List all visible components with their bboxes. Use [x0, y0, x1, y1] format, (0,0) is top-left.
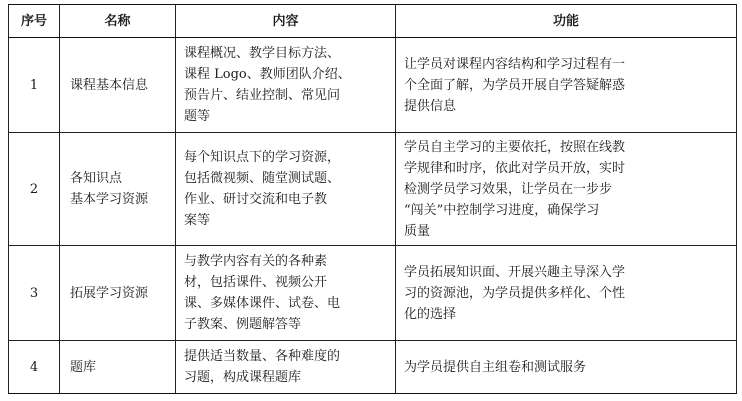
row-content-line: 提供适当数量、各种难度的 — [184, 349, 341, 364]
row-content — [176, 246, 396, 341]
row-name — [60, 246, 176, 341]
row-function-line: 学员自主学习的主要依托，按照在线教 — [404, 139, 626, 155]
row-name — [60, 38, 176, 133]
row-function-line: 学员拓展知识面、开展兴趣主导深入学 — [404, 264, 626, 280]
row-content-line: 习题，构成课程题库 — [184, 370, 302, 385]
row-content-line: 课、多媒体课件、试卷、电 — [184, 296, 341, 311]
row-content-line: 与教学内容有关的各种素 — [184, 254, 328, 269]
row-content-line: 案等 — [184, 213, 211, 228]
row-function — [396, 341, 737, 394]
header-function: 功能 — [396, 5, 737, 38]
row-number: 4 — [9, 341, 60, 394]
row-content-line: 课程 Logo、教师团队介绍、 — [184, 67, 351, 82]
table-row — [9, 341, 737, 394]
row-number: 2 — [9, 133, 60, 246]
row-content-line: 预告片、结业控制、常见问 — [184, 88, 341, 103]
row-function-line: 质量 — [404, 223, 431, 239]
row-content-line: 题等 — [184, 109, 211, 124]
row-function-line: 学规律和时序，依此对学员开放，实时 — [404, 160, 626, 176]
row-content-line: 作业、研讨交流和电子教 — [184, 192, 328, 207]
row-function-line: 化的选择 — [404, 306, 457, 322]
row-content-line: 课程概况、教学目标方法、 — [184, 46, 341, 61]
row-content-line: 每个知识点下的学习资源， — [184, 150, 341, 165]
table-row — [9, 246, 737, 341]
row-content — [176, 133, 396, 246]
row-content — [176, 341, 396, 394]
row-name — [60, 133, 176, 246]
row-function — [396, 133, 737, 246]
row-function-line: 个全面了解，为学员开展自学答疑解惑 — [404, 77, 626, 93]
row-function-line: 习的资源池，为学员提供多样化、个性 — [404, 285, 626, 301]
row-content — [176, 38, 396, 133]
row-name-line: 题库 — [70, 359, 97, 375]
row-number: 3 — [9, 246, 60, 341]
row-name-line: 基本学习资源 — [70, 192, 149, 207]
row-name-line: 拓展学习资源 — [70, 285, 149, 301]
row-number: 1 — [9, 38, 60, 133]
table-header-row — [9, 5, 737, 38]
course-resource-table — [8, 4, 737, 394]
row-name-line: 各知识点 — [70, 171, 123, 186]
header-no: 序号 — [9, 5, 60, 38]
table-row — [9, 38, 737, 133]
row-function-line: 检测学员学习效果，让学员在一步步 — [404, 181, 613, 197]
row-function-line: 为学员提供自主组卷和测试服务 — [404, 359, 587, 375]
row-function — [396, 246, 737, 341]
row-name-line: 课程基本信息 — [70, 77, 149, 93]
row-function-line: 提供信息 — [404, 98, 457, 114]
row-content-line: 材，包括课件、视频公开 — [184, 275, 328, 290]
header-content: 内容 — [176, 5, 396, 38]
header-name: 名称 — [60, 5, 176, 38]
course-resource-table-wrapper — [8, 4, 737, 394]
row-content-line: 包括微视频、随堂测试题、 — [184, 171, 341, 186]
row-function — [396, 38, 737, 133]
table-row — [9, 133, 737, 246]
row-name — [60, 341, 176, 394]
row-function-line: “闯关”中控制学习进度，确保学习 — [404, 202, 600, 218]
row-function-line: 让学员对课程内容结构和学习过程有一 — [404, 56, 626, 72]
row-content-line: 子教案、例题解答等 — [184, 317, 302, 332]
